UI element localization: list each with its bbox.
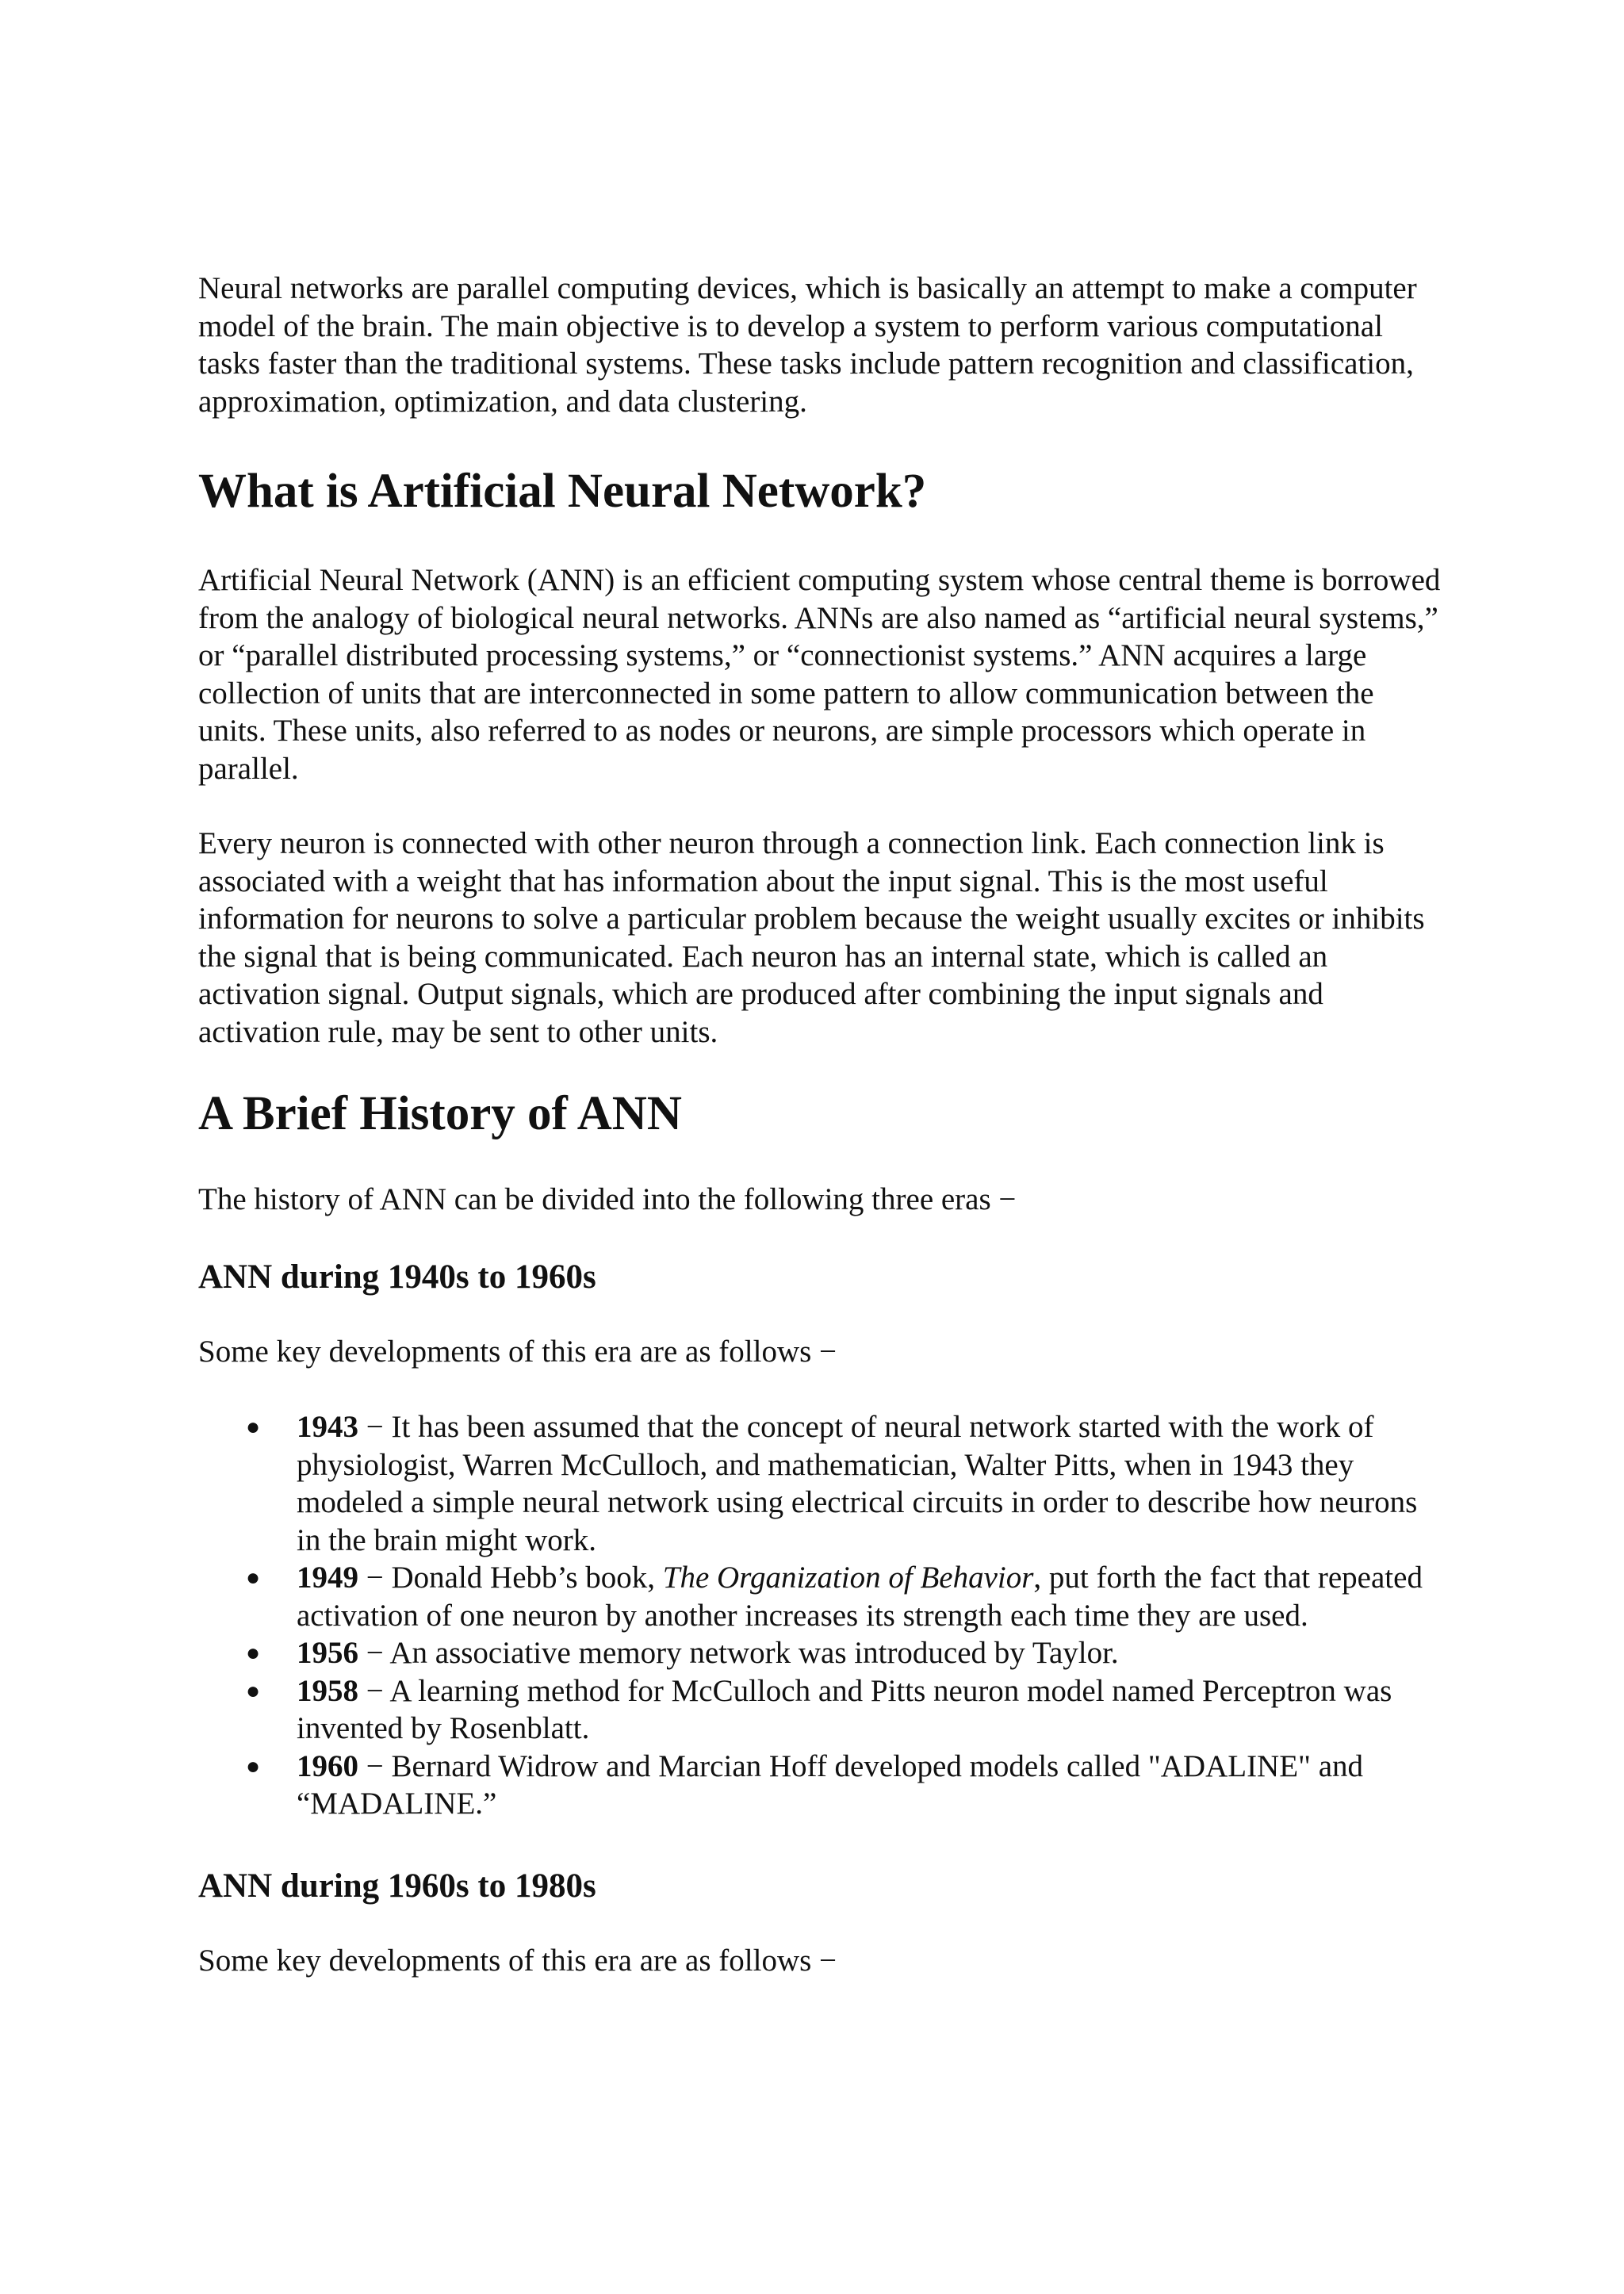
event-text: − It has been assumed that the concept of neural network started with the work of physiologist, Warren McCulloch, and mathematician, Walter Pitts, when in 1943 they modeled a simple neural network using electrical circuits in order to describe how neurons in the brain might work. [297,1410,1418,1557]
event-text: − A learning method for McCulloch and Pitts neuron model named Perceptron was invented by Rosenblatt. [297,1673,1392,1745]
list-item [198,1672,1443,1748]
event-text: , put forth the fact that repeated activation of one neuron by another increases its strength each time they are used. [297,1561,1423,1633]
book-title: The Organization of Behavior [662,1561,1034,1595]
event-year: 1956 [297,1636,358,1670]
neuron-connection-paragraph: Every neuron is connected with other neuron through a connection link. Each connection link is associated with a weight that has information about the input signal. This is the most useful information for neurons to solve a particular problem because the weight usually excites or inhibits the signal that is being communicated. Each neuron has an internal state, which is called an activation signal. Output signals, which are produced after combining the input signals and activation rule, may be sent to other units. [198,826,1425,1049]
event-text: − Bernard Widrow and Marcian Hoff developed models called "ADALINE" and “MADALINE.” [297,1748,1364,1821]
event-year: 1949 [297,1561,358,1595]
history-intro-paragraph: The history of ANN can be divided into the following three eras − [198,1182,1017,1216]
event-year: 1958 [297,1673,358,1708]
heading-era-1940s-1960s: ANN during 1940s to 1960s [198,1258,596,1296]
heading-era-1960s-1980s: ANN during 1960s to 1980s [198,1867,596,1905]
bullet-icon: ● [246,1564,261,1591]
bullet-icon: ● [246,1752,261,1779]
heading-what-is-ann: What is Artificial Neural Network? [198,465,927,518]
event-text: − Donald Hebb’s book, [358,1561,663,1595]
document-page [198,270,1443,1979]
event-year: 1960 [297,1748,358,1783]
event-year: 1943 [297,1410,358,1444]
heading-brief-history: A Brief History of ANN [198,1087,682,1140]
list-item [198,1559,1443,1634]
era1-intro-paragraph: Some key developments of this era are as follows − [198,1334,837,1369]
bullet-icon: ● [246,1640,261,1666]
list-item [198,1634,1443,1672]
era1-events-list [198,1408,1443,1823]
era2-intro-paragraph: Some key developments of this era are as follows − [198,1943,837,1978]
bullet-icon: ● [246,1414,261,1440]
bullet-icon: ● [246,1677,261,1704]
intro-paragraph: Neural networks are parallel computing devices, which is basically an attempt to make a computer model of the brain. The main objective is to develop a system to perform various computational tasks faster than the traditional systems. These tasks include pattern recognition and classification, approximation, optimization, and data clustering. [198,271,1417,419]
event-text: − An associative memory network was introduced by Taylor. [358,1636,1119,1670]
ann-definition-paragraph: Artificial Neural Network (ANN) is an efficient computing system whose central theme is borrowed from the analogy of biological neural networks. ANNs are also named as “artificial neural systems,” or “parallel distributed processing systems,” or “connectionist systems.” ANN acquires a large collection of units that are interconnected in some pattern to allow communication between the units. These units, also referred to as nodes or neurons, are simple processors which operate in parallel. [198,563,1441,786]
list-item [198,1408,1443,1559]
list-item [198,1748,1443,1823]
